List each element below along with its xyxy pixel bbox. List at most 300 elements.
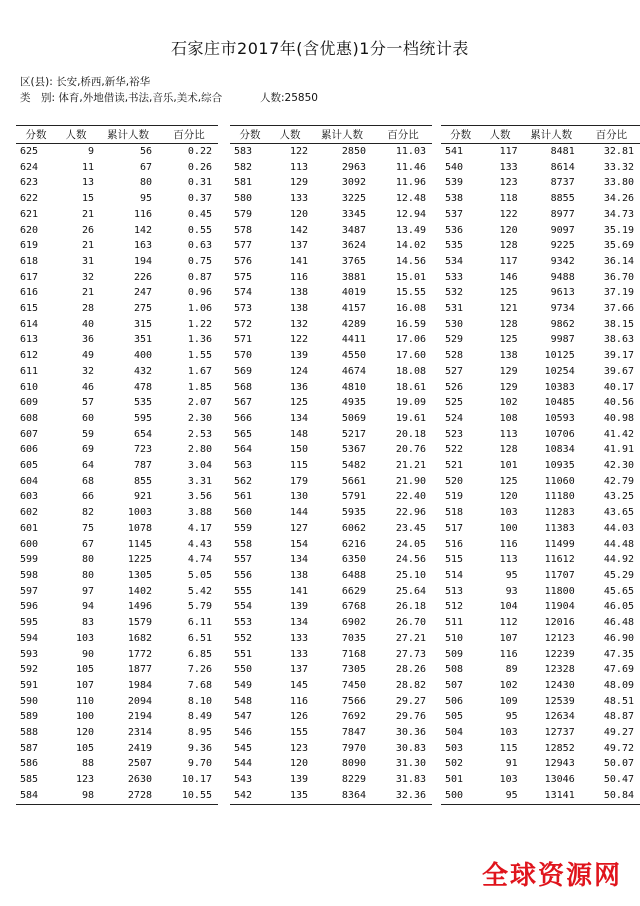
- count-cell: 102: [499, 679, 518, 691]
- count-cell: 21: [81, 240, 94, 252]
- table-row: [441, 662, 640, 678]
- score-cell: 595: [20, 617, 39, 629]
- score-cell: 520: [445, 475, 464, 487]
- table-row: [441, 238, 640, 254]
- table-row: [16, 662, 218, 678]
- score-cell: 528: [445, 350, 464, 362]
- count-cell: 138: [499, 350, 518, 362]
- table-row: [230, 568, 432, 584]
- percent-cell: 5.42: [187, 585, 212, 597]
- table-row: [441, 474, 640, 490]
- percent-cell: 2.30: [187, 412, 212, 424]
- score-cell: 516: [445, 538, 464, 550]
- cumulative-cell: 2314: [127, 727, 152, 739]
- cumulative-cell: 6488: [341, 569, 366, 581]
- score-cell: 517: [445, 522, 464, 534]
- percent-cell: 46.05: [603, 601, 634, 613]
- cumulative-cell: 5367: [341, 444, 366, 456]
- score-cell: 541: [445, 146, 464, 157]
- percent-cell: 46.90: [603, 632, 634, 644]
- table-row: [230, 599, 432, 615]
- percent-cell: 20.18: [395, 428, 426, 440]
- cumulative-cell: 8090: [341, 758, 366, 770]
- cumulative-cell: 9987: [550, 334, 575, 346]
- count-cell: 120: [499, 491, 518, 503]
- cumulative-cell: 1682: [127, 632, 152, 644]
- count-cell: 105: [75, 664, 94, 676]
- score-cell: 619: [20, 240, 39, 252]
- score-cell: 625: [20, 146, 39, 157]
- percent-cell: 4.43: [187, 538, 212, 550]
- cumulative-cell: 13046: [544, 774, 575, 786]
- count-cell: 133: [289, 632, 308, 644]
- score-cell: 538: [445, 193, 464, 205]
- percent-cell: 2.80: [187, 444, 212, 456]
- percent-cell: 45.65: [603, 585, 634, 597]
- count-cell: 122: [499, 208, 518, 220]
- percent-cell: 19.09: [395, 397, 426, 409]
- table-row: [441, 709, 640, 725]
- cumulative-cell: 226: [133, 271, 152, 283]
- count-cell: 100: [499, 522, 518, 534]
- percent-cell: 21.90: [395, 475, 426, 487]
- cumulative-cell: 95: [139, 193, 152, 205]
- table-row: [16, 144, 218, 160]
- cumulative-cell: 2630: [127, 774, 152, 786]
- table-row: [441, 175, 640, 191]
- score-cell: 562: [234, 475, 253, 487]
- table-row: [16, 568, 218, 584]
- percent-cell: 43.25: [603, 491, 634, 503]
- percent-cell: 16.08: [395, 303, 426, 315]
- count-cell: 59: [81, 428, 94, 440]
- cumulative-cell: 432: [133, 365, 152, 377]
- table-row: [16, 348, 218, 364]
- percent-cell: 47.35: [603, 648, 634, 660]
- cumulative-cell: 351: [133, 334, 152, 346]
- cumulative-cell: 4157: [341, 303, 366, 315]
- table-row: [441, 317, 640, 333]
- count-cell: 138: [289, 569, 308, 581]
- table-row: [230, 458, 432, 474]
- table-row: [16, 442, 218, 458]
- percent-cell: 20.76: [395, 444, 426, 456]
- percent-cell: 44.48: [603, 538, 634, 550]
- table-row: [16, 505, 218, 521]
- score-cell: 544: [234, 758, 253, 770]
- percent-cell: 5.05: [187, 569, 212, 581]
- score-cell: 511: [445, 617, 464, 629]
- percent-cell: 47.69: [603, 664, 634, 676]
- cumulative-cell: 5069: [341, 412, 366, 424]
- count-cell: 11: [81, 161, 94, 173]
- score-cell: 570: [234, 350, 253, 362]
- percent-cell: 46.48: [603, 617, 634, 629]
- cumulative-cell: 12943: [544, 758, 575, 770]
- table-row: [441, 678, 640, 694]
- score-cell: 585: [20, 774, 39, 786]
- count-cell: 32: [81, 365, 94, 377]
- count-cell: 67: [81, 538, 94, 550]
- count-cell: 118: [499, 193, 518, 205]
- table-row: [16, 364, 218, 380]
- table-row: [230, 756, 432, 772]
- percent-cell: 17.06: [395, 334, 426, 346]
- cumulative-cell: 4935: [341, 397, 366, 409]
- count-cell: 108: [499, 412, 518, 424]
- table-row: [230, 411, 432, 427]
- score-cell: 534: [445, 255, 464, 267]
- score-cell: 575: [234, 271, 253, 283]
- score-cell: 507: [445, 679, 464, 691]
- category-text: 类 别: 体育,外地借读,书法,音乐,美术,综合: [20, 92, 223, 104]
- percent-cell: 22.96: [395, 507, 426, 519]
- count-cell: 60: [81, 412, 94, 424]
- cumulative-cell: 7847: [341, 727, 366, 739]
- table-row: [230, 207, 432, 223]
- table-row: [16, 756, 218, 772]
- table-row: [16, 411, 218, 427]
- score-cell: 587: [20, 742, 39, 754]
- table-row: [230, 364, 432, 380]
- cumulative-cell: 12430: [544, 679, 575, 691]
- cumulative-cell: 5791: [341, 491, 366, 503]
- count-cell: 139: [289, 774, 308, 786]
- percent-cell: 32.36: [374, 788, 432, 804]
- percent-cell: 8.95: [187, 727, 212, 739]
- table-row: [441, 348, 640, 364]
- percent-cell: 41.91: [603, 444, 634, 456]
- score-cell: 503: [445, 742, 464, 754]
- count-cell: 90: [81, 648, 94, 660]
- cumulative-cell: 12737: [544, 727, 575, 739]
- percent-cell: 38.63: [603, 334, 634, 346]
- percent-cell: 34.26: [603, 193, 634, 205]
- table-row: [441, 223, 640, 239]
- percent-cell: 0.22: [187, 146, 212, 157]
- count-cell: 134: [289, 412, 308, 424]
- score-cell: 509: [445, 648, 464, 660]
- cumulative-cell: 921: [133, 491, 152, 503]
- category-line: [20, 91, 318, 105]
- cumulative-cell: 8481: [550, 146, 575, 157]
- count-cell: 133: [289, 193, 308, 205]
- score-cell: 593: [20, 648, 39, 660]
- percent-cell: 42.79: [603, 475, 634, 487]
- cumulative-cell: 6629: [341, 585, 366, 597]
- cumulative-cell: 8229: [341, 774, 366, 786]
- score-cell: 579: [234, 208, 253, 220]
- score-cell: 594: [20, 632, 39, 644]
- score-cell: 560: [234, 507, 253, 519]
- score-cell: 548: [234, 695, 253, 707]
- percent-cell: 35.69: [603, 240, 634, 252]
- table-row: [230, 725, 432, 741]
- percent-cell: 27.73: [395, 648, 426, 660]
- score-cell: 608: [20, 412, 39, 424]
- score-cell: 559: [234, 522, 253, 534]
- table-row: [441, 772, 640, 788]
- table-row: [441, 537, 640, 553]
- score-cell: 523: [445, 428, 464, 440]
- table-row: [16, 772, 218, 788]
- cumulative-cell: 9225: [550, 240, 575, 252]
- count-cell: 32: [81, 271, 94, 283]
- table-row: [230, 380, 432, 396]
- count-cell: 123: [75, 774, 94, 786]
- score-cell: 540: [445, 161, 464, 173]
- cumulative-cell: 7970: [341, 742, 366, 754]
- table-row: [16, 694, 218, 710]
- score-cell: 504: [445, 727, 464, 739]
- score-cell: 602: [20, 507, 39, 519]
- percent-cell: 25.64: [395, 585, 426, 597]
- percent-cell: 18.08: [395, 365, 426, 377]
- count-cell: 49: [81, 350, 94, 362]
- table-row: [441, 144, 640, 160]
- cumulative-cell: 80: [139, 177, 152, 189]
- header-score: 分数: [441, 126, 480, 144]
- cumulative-cell: 1579: [127, 617, 152, 629]
- count-cell: 113: [499, 554, 518, 566]
- table-row: [16, 552, 218, 568]
- percent-cell: 4.17: [187, 522, 212, 534]
- table-row: [230, 631, 432, 647]
- table-row: [441, 427, 640, 443]
- percent-cell: 50.84: [583, 788, 640, 804]
- percent-cell: 22.40: [395, 491, 426, 503]
- count-cell: 102: [499, 397, 518, 409]
- count-cell: 75: [81, 522, 94, 534]
- table-row: [441, 191, 640, 207]
- percent-cell: 15.55: [395, 287, 426, 299]
- cumulative-cell: 10485: [544, 397, 575, 409]
- score-cell: 525: [445, 397, 464, 409]
- cumulative-cell: 12539: [544, 695, 575, 707]
- table-row: [441, 505, 640, 521]
- cumulative-cell: 275: [133, 303, 152, 315]
- score-cell: 502: [445, 758, 464, 770]
- score-cell: 621: [20, 208, 39, 220]
- score-cell: 542: [230, 788, 270, 804]
- table-row: [16, 223, 218, 239]
- percent-cell: 29.76: [395, 711, 426, 723]
- score-cell: 553: [234, 617, 253, 629]
- table-row: [16, 380, 218, 396]
- count-cell: 129: [499, 381, 518, 393]
- cumulative-cell: 8855: [550, 193, 575, 205]
- cumulative-cell: 12852: [544, 742, 575, 754]
- cumulative-cell: 9342: [550, 255, 575, 267]
- cumulative-cell: 163: [133, 240, 152, 252]
- score-cell: 622: [20, 193, 39, 205]
- cumulative-cell: 2850: [341, 146, 366, 157]
- count-cell: 128: [499, 318, 518, 330]
- count-cell: 68: [81, 475, 94, 487]
- score-table-3: [441, 125, 640, 805]
- count-cell: 28: [81, 303, 94, 315]
- count-cell: 105: [75, 742, 94, 754]
- cumulative-cell: 8977: [550, 208, 575, 220]
- cumulative-cell: 12239: [544, 648, 575, 660]
- percent-cell: 1.36: [187, 334, 212, 346]
- table-row: [230, 254, 432, 270]
- percent-cell: 16.59: [395, 318, 426, 330]
- cumulative-cell: 5935: [341, 507, 366, 519]
- table-row: [230, 741, 432, 757]
- cumulative-cell: 723: [133, 444, 152, 456]
- score-cell: 532: [445, 287, 464, 299]
- percent-cell: 4.74: [187, 554, 212, 566]
- table-row: [230, 662, 432, 678]
- cumulative-cell: 10935: [544, 460, 575, 472]
- table-row: [441, 411, 640, 427]
- percent-cell: 31.83: [395, 774, 426, 786]
- table-row: [16, 537, 218, 553]
- cumulative-cell: 9862: [550, 318, 575, 330]
- cumulative-cell: 4019: [341, 287, 366, 299]
- table-row: [16, 301, 218, 317]
- cumulative-cell: 10125: [544, 350, 575, 362]
- table-row: [16, 317, 218, 333]
- cumulative-cell: 1225: [127, 554, 152, 566]
- percent-cell: 7.26: [187, 664, 212, 676]
- count-cell: 122: [289, 334, 308, 346]
- table-row: [16, 474, 218, 490]
- count-cell: 112: [499, 617, 518, 629]
- table-row: [230, 537, 432, 553]
- count-cell: 89: [505, 664, 518, 676]
- cumulative-cell: 11904: [544, 601, 575, 613]
- score-cell: 592: [20, 664, 39, 676]
- percent-cell: 48.09: [603, 679, 634, 691]
- percent-cell: 40.98: [603, 412, 634, 424]
- percent-cell: 0.45: [187, 208, 212, 220]
- table-row: [441, 254, 640, 270]
- percent-cell: 12.94: [395, 208, 426, 220]
- table-row: [230, 772, 432, 788]
- count-cell: 103: [499, 774, 518, 786]
- score-cell: 614: [20, 318, 39, 330]
- percent-cell: 32.81: [603, 146, 634, 157]
- count-cell: 95: [505, 569, 518, 581]
- cumulative-cell: 10834: [544, 444, 575, 456]
- score-cell: 600: [20, 538, 39, 550]
- percent-cell: 2.07: [187, 397, 212, 409]
- count-cell: 93: [505, 585, 518, 597]
- cumulative-cell: 56: [139, 146, 152, 157]
- count-cell: 115: [499, 742, 518, 754]
- percent-cell: 9.70: [187, 758, 212, 770]
- count-cell: 121: [499, 303, 518, 315]
- score-cell: 589: [20, 711, 39, 723]
- score-cell: 580: [234, 193, 253, 205]
- score-cell: 571: [234, 334, 253, 346]
- score-cell: 512: [445, 601, 464, 613]
- cumulative-cell: 67: [139, 161, 152, 173]
- score-cell: 574: [234, 287, 253, 299]
- table-row: [230, 160, 432, 176]
- count-cell: 128: [499, 240, 518, 252]
- score-cell: 624: [20, 161, 39, 173]
- cumulative-cell: 1496: [127, 601, 152, 613]
- count-cell: 120: [289, 758, 308, 770]
- count-cell: 103: [499, 727, 518, 739]
- table-row: [230, 223, 432, 239]
- score-cell: 599: [20, 554, 39, 566]
- cumulative-cell: 8364: [310, 788, 374, 804]
- cumulative-cell: 787: [133, 460, 152, 472]
- table-row: [441, 694, 640, 710]
- percent-cell: 3.31: [187, 475, 212, 487]
- score-cell: 547: [234, 711, 253, 723]
- score-table-2: [230, 125, 432, 805]
- table-row: [441, 552, 640, 568]
- count-cell: 179: [289, 475, 308, 487]
- table-row: [16, 725, 218, 741]
- table-row: [230, 270, 432, 286]
- header-score: 分数: [16, 126, 56, 144]
- percent-cell: 3.88: [187, 507, 212, 519]
- score-cell: 586: [20, 758, 39, 770]
- percent-cell: 0.37: [187, 193, 212, 205]
- score-cell: 500: [441, 788, 480, 804]
- table-row: [16, 521, 218, 537]
- table-row: [16, 788, 218, 804]
- cumulative-cell: 6216: [341, 538, 366, 550]
- district-line: 区(县): 长安,桥西,新华,裕华: [20, 76, 151, 88]
- table-row: [16, 678, 218, 694]
- count-cell: 138: [289, 303, 308, 315]
- count-cell: 69: [81, 444, 94, 456]
- table-row: [230, 348, 432, 364]
- cumulative-cell: 5217: [341, 428, 366, 440]
- count-cell: 120: [289, 208, 308, 220]
- percent-cell: 10.17: [181, 774, 212, 786]
- count-cell: 100: [75, 711, 94, 723]
- score-cell: 563: [234, 460, 253, 472]
- count-cell: 133: [499, 161, 518, 173]
- count-cell: 66: [81, 491, 94, 503]
- header-percent: 百分比: [374, 126, 432, 144]
- cumulative-cell: 535: [133, 397, 152, 409]
- table-row: [230, 427, 432, 443]
- table-row: [16, 615, 218, 631]
- table-row: [230, 694, 432, 710]
- score-cell: 546: [234, 727, 253, 739]
- cumulative-cell: 3624: [341, 240, 366, 252]
- count-cell: 130: [289, 491, 308, 503]
- cumulative-cell: 3487: [341, 224, 366, 236]
- table-row: [230, 175, 432, 191]
- table-row: [230, 709, 432, 725]
- cumulative-cell: 11283: [544, 507, 575, 519]
- cumulative-cell: 10383: [544, 381, 575, 393]
- count-cell: 120: [499, 224, 518, 236]
- count-cell: 57: [81, 397, 94, 409]
- count-cell: 97: [81, 585, 94, 597]
- count-cell: 126: [289, 711, 308, 723]
- score-cell: 554: [234, 601, 253, 613]
- cumulative-cell: 2419: [127, 742, 152, 754]
- cumulative-cell: 9613: [550, 287, 575, 299]
- cumulative-cell: 247: [133, 287, 152, 299]
- score-cell: 567: [234, 397, 253, 409]
- count-cell: 136: [289, 381, 308, 393]
- count-cell: 101: [499, 460, 518, 472]
- cumulative-cell: 7305: [341, 664, 366, 676]
- score-cell: 506: [445, 695, 464, 707]
